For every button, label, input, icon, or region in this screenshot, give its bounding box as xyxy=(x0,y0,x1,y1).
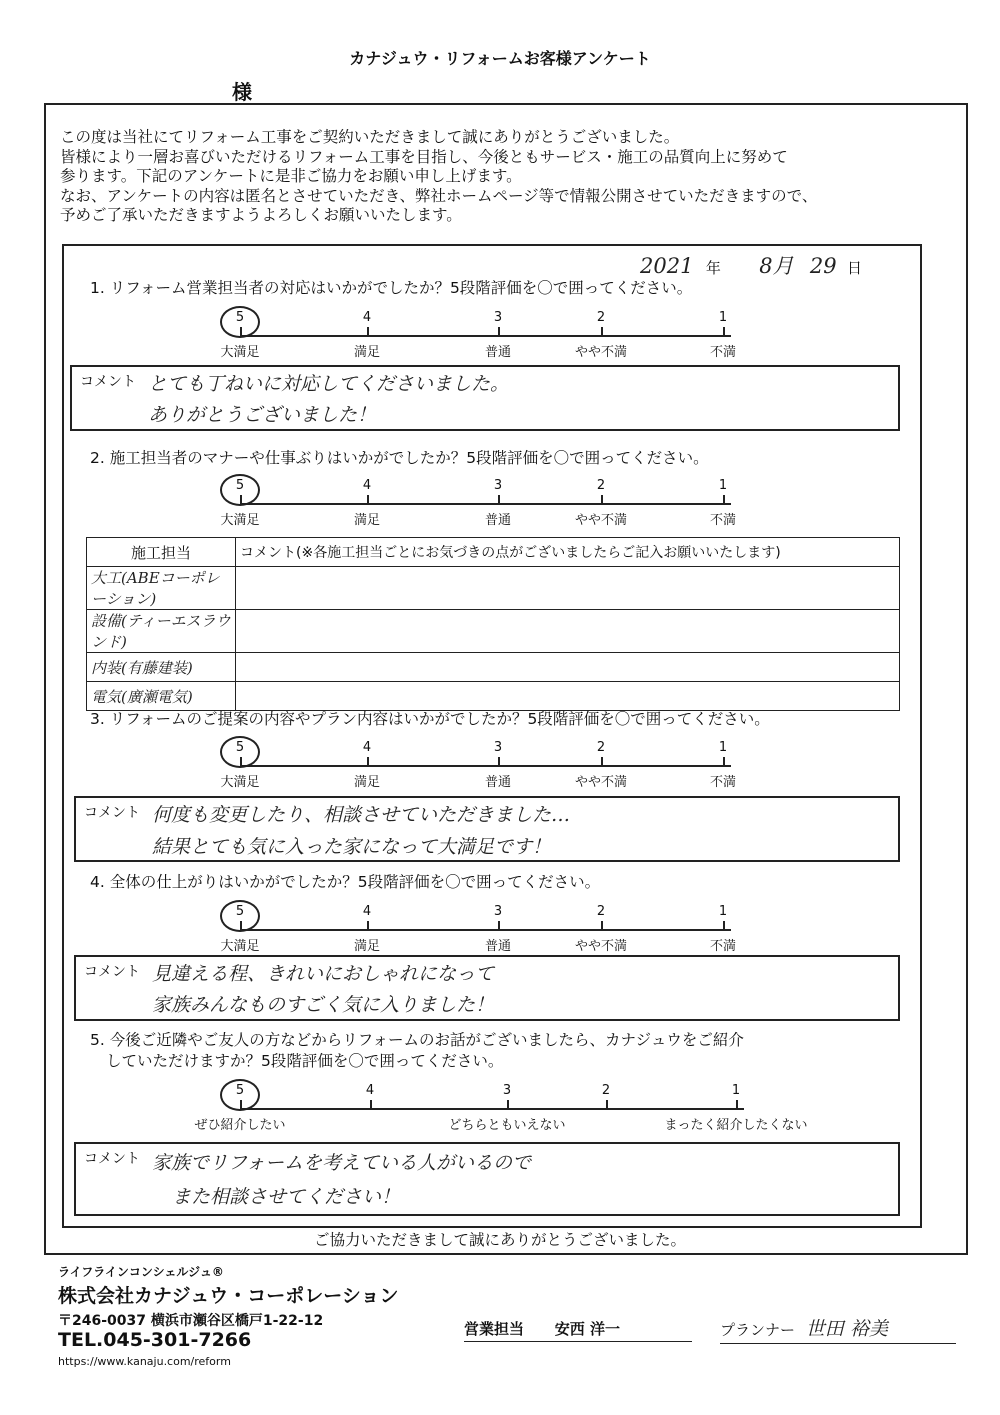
scale-number[interactable]: 5 xyxy=(235,310,245,325)
scale-tick xyxy=(370,1100,372,1109)
comment-line: 何度も変更したり、相談させていただきました… xyxy=(152,804,571,826)
scale-number[interactable]: 5 xyxy=(235,740,245,755)
company-address: 〒246-0037 横浜市瀬谷区橋戸1-22-12 xyxy=(58,1313,324,1329)
comment-line: 結果とても気に入った家になって大満足です！ xyxy=(152,836,552,858)
planner-label: プランナー xyxy=(720,1321,796,1339)
scale-label: やや不満 xyxy=(574,775,627,790)
sales-name: 安西 洋一 xyxy=(554,1320,621,1338)
scale-label: 不満 xyxy=(709,345,736,360)
survey-title: カナジュウ・リフォームお客様アンケート xyxy=(349,49,651,68)
selected-rating-circle xyxy=(220,736,260,768)
question-5-line: 5. 今後ご近隣やご友人の方などからリフォームのお話がございましたら、カナジュウをご紹介 xyxy=(90,1031,744,1049)
scale-label: 普通 xyxy=(484,513,511,528)
scale-number[interactable]: 5 xyxy=(235,1083,245,1098)
scale-tick xyxy=(723,921,725,930)
scale-label: 大満足 xyxy=(220,345,260,360)
staff-row-equipment: 設備(ティーエスラウンド) xyxy=(87,610,236,653)
scale-label: どちらともいえない xyxy=(448,1118,566,1133)
intro-line: 参ります。下記のアンケートに是非ご協力をお願い申し上げます。 xyxy=(60,167,522,185)
question-2-text: 2. 施工担当者のマナーや仕事ぶりはいかがでしたか？5段階評価を〇で囲ってください。 xyxy=(90,449,709,467)
scale-number[interactable]: 2 xyxy=(601,1083,611,1098)
scale-label: 普通 xyxy=(484,939,511,954)
scale-label: 普通 xyxy=(484,775,511,790)
intro-line: 皆様により一層お喜びいただけるリフォーム工事を目指し、今後ともサービス・施工の品質向上に努めて xyxy=(60,147,788,166)
scale-line xyxy=(240,503,731,505)
scale-line xyxy=(240,335,731,337)
scale-tick xyxy=(498,327,500,336)
scale-label: 満足 xyxy=(353,513,380,528)
scale-tick xyxy=(601,327,603,336)
planner xyxy=(720,1314,956,1344)
question-5-text xyxy=(90,1030,744,1072)
staff-comment-cell[interactable] xyxy=(236,610,900,653)
comment-line: 見違える程、きれいにおしゃれになって xyxy=(152,963,495,985)
scale-number[interactable]: 3 xyxy=(493,740,503,755)
selected-rating-circle xyxy=(220,474,260,506)
scale-line xyxy=(240,929,731,931)
scale-tick xyxy=(367,495,369,504)
scale-label: 大満足 xyxy=(220,939,260,954)
scale-number[interactable]: 3 xyxy=(493,904,503,919)
scale-number[interactable]: 3 xyxy=(502,1083,512,1098)
scale-line xyxy=(240,765,731,767)
scale-label: やや不満 xyxy=(574,513,627,528)
intro-line: なお、アンケートの内容は匿名とさせていただき、弊社ホームページ等で情報公開させていただきますので、 xyxy=(60,186,818,205)
comment-box-q5[interactable] xyxy=(74,1142,900,1216)
scale-tick xyxy=(498,921,500,930)
comment-box-q1[interactable] xyxy=(70,365,900,431)
scale-tick xyxy=(606,1100,608,1109)
scale-line xyxy=(240,1108,744,1110)
customer-honorific: 様 xyxy=(232,80,252,104)
scale-tick xyxy=(723,327,725,336)
scale-tick xyxy=(498,495,500,504)
staff-comment-header: コメント(※各施工担当ごとにお気づきの点がございましたらご記入お願いいたします) xyxy=(236,538,900,567)
company-tagline: ライフラインコンシェルジュ® xyxy=(58,1265,224,1279)
intro-line: 予めご了承いただきますようよろしくお願いいたします。 xyxy=(60,206,462,224)
scale-number[interactable]: 1 xyxy=(718,310,728,325)
scale-label: やや不満 xyxy=(574,939,627,954)
selected-rating-circle xyxy=(220,1079,260,1111)
scale-number[interactable]: 3 xyxy=(493,478,503,493)
selected-rating-circle xyxy=(220,306,260,338)
comment-line: 家族でリフォームを考えている人がいるので xyxy=(152,1152,532,1174)
scale-tick xyxy=(367,327,369,336)
scale-tick xyxy=(367,757,369,766)
staff-comment-cell[interactable] xyxy=(236,567,900,610)
scale-number[interactable]: 4 xyxy=(365,1083,375,1098)
scale-tick xyxy=(498,757,500,766)
scale-label: 大満足 xyxy=(220,513,260,528)
scale-number[interactable]: 2 xyxy=(596,310,606,325)
scale-number[interactable]: 1 xyxy=(718,740,728,755)
company-url[interactable]: https://www.kanaju.com/reform xyxy=(58,1355,231,1368)
scale-label: 不満 xyxy=(709,939,736,954)
scale-tick xyxy=(601,757,603,766)
scale-label: 不満 xyxy=(709,513,736,528)
intro-line: この度は当社にてリフォーム工事をご契約いただきまして誠にありがとうございました。 xyxy=(60,128,680,146)
scale-label: やや不満 xyxy=(574,345,627,360)
intro-text xyxy=(60,128,940,226)
scale-number[interactable]: 3 xyxy=(493,310,503,325)
date-day[interactable]: 29 xyxy=(809,254,837,278)
date-day-unit: 日 xyxy=(847,259,863,277)
scale-label: 満足 xyxy=(353,775,380,790)
scale-number[interactable]: 4 xyxy=(362,310,372,325)
comment-label: コメント xyxy=(80,374,136,390)
scale-label: ぜひ紹介したい xyxy=(194,1118,286,1133)
scale-number[interactable]: 2 xyxy=(596,904,606,919)
company-tel: TEL.045-301-7266 xyxy=(58,1329,252,1351)
question-5-line: していただけますか？5段階評価を〇で囲ってください。 xyxy=(106,1052,504,1070)
scale-number[interactable]: 4 xyxy=(362,904,372,919)
scale-tick xyxy=(723,495,725,504)
staff-header: 施工担当 xyxy=(87,538,236,567)
scale-number[interactable]: 4 xyxy=(362,478,372,493)
staff-row-electric: 電気(廣瀬電気) xyxy=(87,682,236,711)
date-year[interactable]: 2021 xyxy=(640,254,694,278)
comment-line: 家族みんなものすごく気に入りました！ xyxy=(152,994,495,1016)
scale-number[interactable]: 2 xyxy=(596,740,606,755)
sales-rep xyxy=(464,1318,692,1342)
scale-label: 満足 xyxy=(353,345,380,360)
comment-label: コメント xyxy=(84,964,140,980)
comment-box-q3[interactable] xyxy=(74,796,900,862)
scale-label: 満足 xyxy=(353,939,380,954)
scale-number[interactable]: 5 xyxy=(235,478,245,493)
scale-tick xyxy=(736,1100,738,1109)
comment-line: ありがとうございました！ xyxy=(148,404,377,426)
question-4-text: 4. 全体の仕上がりはいかがでしたか？5段階評価を〇で囲ってください。 xyxy=(90,873,601,891)
scale-tick xyxy=(723,757,725,766)
scale-label: 不満 xyxy=(709,775,736,790)
staff-comment-cell[interactable] xyxy=(236,653,900,682)
date-year-unit: 年 xyxy=(705,259,721,277)
scale-label: 普通 xyxy=(484,345,511,360)
staff-row-carpenter: 大工(ABEコーポレーション) xyxy=(87,567,236,610)
scale-number[interactable]: 1 xyxy=(718,904,728,919)
company-name: 株式会社カナジュウ・コーポレーション xyxy=(58,1285,399,1307)
comment-line: また相談させてください！ xyxy=(172,1186,401,1208)
scale-number[interactable]: 1 xyxy=(731,1083,741,1098)
comment-line: とても丁ねいに対応してくださいました。 xyxy=(148,373,510,395)
planner-name: 世田 裕美 xyxy=(805,1318,888,1340)
scale-tick xyxy=(367,921,369,930)
question-1-text: 1. リフォーム営業担当者の対応はいかがでしたか？5段階評価を〇で囲ってください。 xyxy=(90,279,693,297)
scale-label: 大満足 xyxy=(220,775,260,790)
scale-tick xyxy=(601,921,603,930)
scale-label: まったく紹介したくない xyxy=(664,1118,808,1133)
scale-tick xyxy=(507,1100,509,1109)
question-3-text: 3. リフォームのご提案の内容やプラン内容はいかがでしたか？5段階評価を〇で囲ってください。 xyxy=(90,710,770,728)
scale-number[interactable]: 4 xyxy=(362,740,372,755)
date-month[interactable]: 8月 xyxy=(759,254,794,278)
scale-tick xyxy=(601,495,603,504)
scale-number[interactable]: 1 xyxy=(718,478,728,493)
staff-row-interior: 内装(有藤建装) xyxy=(87,653,236,682)
scale-number[interactable]: 2 xyxy=(596,478,606,493)
staff-comment-table xyxy=(86,537,900,711)
scale-number[interactable]: 5 xyxy=(235,904,245,919)
comment-box-q4[interactable] xyxy=(74,955,900,1021)
selected-rating-circle xyxy=(220,900,260,932)
sales-label: 営業担当 xyxy=(464,1320,525,1338)
thanks-message: ご協力いただきまして誠にありがとうございました。 xyxy=(313,1231,686,1249)
comment-label: コメント xyxy=(84,805,140,821)
comment-label: コメント xyxy=(84,1151,140,1167)
